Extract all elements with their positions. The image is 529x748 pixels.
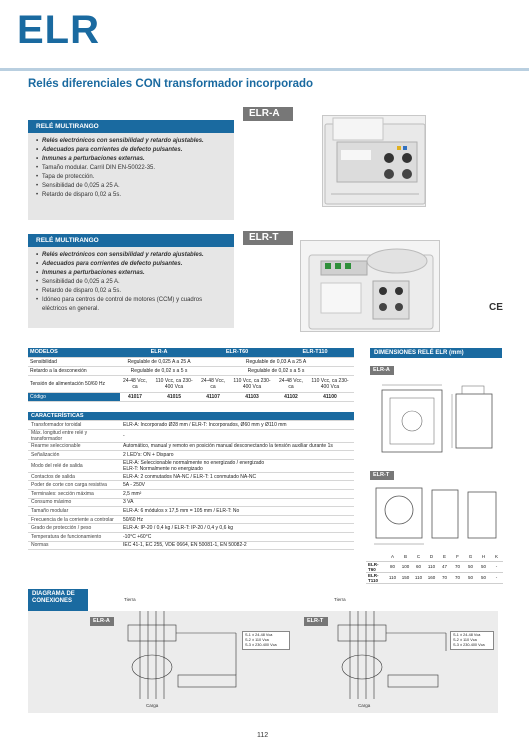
table-row bbox=[28, 498, 354, 507]
legend-line: S-2 ± 110 Vca bbox=[245, 638, 269, 642]
table-row bbox=[28, 472, 354, 481]
legend-line: S-3 ± 230-400 Vca bbox=[453, 643, 485, 647]
table-cell: Automático, manual y remoto en posición manual desconectando la tensión auxiliar durante 1s bbox=[120, 442, 354, 451]
panel-t-heading: RELÉ MULTIRANGO bbox=[28, 234, 234, 247]
table-cell: 150 bbox=[399, 572, 412, 583]
row-label: Rearme seleccionable bbox=[28, 442, 120, 451]
row-label: Poder de corte con carga resistiva bbox=[28, 481, 120, 490]
table-header-cell: K bbox=[490, 553, 503, 561]
table-row bbox=[28, 392, 354, 401]
row-label: Normas bbox=[28, 541, 120, 550]
code-cell: 41103 bbox=[228, 392, 276, 401]
dimensions-tag-elr-a: ELR-A bbox=[370, 366, 394, 375]
legend-elr-t bbox=[450, 631, 494, 650]
table-cell: 50 bbox=[477, 561, 490, 572]
table-header-row bbox=[28, 412, 354, 421]
page-subtitle: Relés diferenciales CON transformador incorporado bbox=[28, 78, 314, 90]
table-cell: 70 bbox=[438, 572, 451, 583]
table-cell: 70 bbox=[451, 572, 464, 583]
list-item: • Relés electrónicos con sensibilidad y retardo ajustables. bbox=[36, 251, 228, 260]
panel-elr-a bbox=[28, 120, 234, 220]
elr-t-dimension-drawing bbox=[370, 482, 504, 548]
table-cell: 50 bbox=[464, 561, 477, 572]
table-cell: 110 bbox=[425, 561, 438, 572]
table-header-cell: B bbox=[399, 553, 412, 561]
model-tag-elr-t: ELR-T bbox=[243, 231, 293, 245]
table-cell: 24-48 Vcc, ca bbox=[276, 375, 306, 392]
row-label: Tamaño modular bbox=[28, 507, 120, 516]
table-cell: IEC 41-1, EC 255, VDE 0664, EN 50081-1, EN 50082-2 bbox=[120, 541, 354, 550]
table-header-cell: C bbox=[412, 553, 425, 561]
code-cell: 41102 bbox=[276, 392, 306, 401]
table-cell: 160 bbox=[425, 572, 438, 583]
table-cell: Regulable de 0,025 A a 25 A bbox=[120, 357, 198, 366]
table-row bbox=[28, 442, 354, 451]
table-cell: 110 Vcc, ca 230-400 Vca bbox=[228, 375, 276, 392]
row-label: Temperatura de funcionamiento bbox=[28, 533, 120, 542]
table-cell: ELR-A: 6 módulos x 17,5 mm = 105 mm / ELR-T: No bbox=[120, 507, 354, 516]
table-row bbox=[28, 533, 354, 542]
legend-line: S-2 ± 110 Vca bbox=[453, 638, 477, 642]
table-row bbox=[28, 481, 354, 490]
list-item: • Tapa de protección. bbox=[36, 173, 228, 182]
wiring-diagrams bbox=[28, 611, 498, 713]
ce-mark: CE bbox=[489, 302, 503, 313]
list-item: • Tamaño modular. Carril DIN EN-50022-35. bbox=[36, 164, 228, 173]
table-row bbox=[28, 507, 354, 516]
table-header-row bbox=[28, 348, 354, 357]
row-label: Modo del relé de salida bbox=[28, 459, 120, 472]
diagram-tag-elr-t: ELR-T bbox=[304, 617, 328, 626]
table-cell: Regulable de 0,02 s a 5 s bbox=[198, 366, 354, 375]
dimensions-table bbox=[366, 553, 503, 584]
row-label: Contactos de salida bbox=[28, 472, 120, 481]
table-cell: 2,5 mm² bbox=[120, 490, 354, 499]
code-cell: 41100 bbox=[306, 392, 354, 401]
models-table bbox=[28, 348, 354, 402]
elr-a-product-image bbox=[322, 115, 426, 207]
table-cell: 100 bbox=[399, 561, 412, 572]
cell-line: ELR-A: Seleccionable normalmente no energizado / energizado bbox=[123, 459, 265, 466]
table-header-cell bbox=[366, 553, 386, 561]
table-header-cell: ELR-T60 bbox=[198, 348, 276, 357]
table-header-cell: D bbox=[425, 553, 438, 561]
list-item: • Retardo de disparo 0,02 a 5s. bbox=[36, 287, 228, 296]
diagram-tag-elr-a: ELR-A bbox=[90, 617, 114, 626]
table-row bbox=[28, 375, 354, 392]
table-cell: 110 bbox=[386, 572, 399, 583]
table-cell: 50 bbox=[477, 572, 490, 583]
elr-t-product-image bbox=[300, 240, 440, 332]
table-row bbox=[28, 459, 354, 472]
table-cell: 110 bbox=[412, 572, 425, 583]
table-cell: Regulable de 0,02 s a 5 s bbox=[120, 366, 198, 375]
table-cell: 24-48 Vcc, ca bbox=[198, 375, 228, 392]
list-item: • Adecuados para corrientes de defecto pulsantes. bbox=[36, 260, 228, 269]
table-row bbox=[28, 490, 354, 499]
table-cell: - bbox=[490, 561, 503, 572]
characteristics-table bbox=[28, 412, 354, 550]
list-item: • Retardo de disparo 0,02 a 5s. bbox=[36, 191, 228, 200]
table-cell: ELR-T110 bbox=[366, 572, 386, 583]
table-cell: ELR-T60 bbox=[366, 561, 386, 572]
table-row bbox=[28, 451, 354, 460]
table-row bbox=[28, 421, 354, 430]
model-tag-elr-a: ELR-A bbox=[243, 107, 293, 121]
table-cell: 110 Vcc, ca 230-400 Vca bbox=[306, 375, 354, 392]
code-cell: 41015 bbox=[150, 392, 198, 401]
table-header-cell: A bbox=[386, 553, 399, 561]
diagram-label-earth-a: Tierra bbox=[124, 597, 136, 602]
legend-line: S-3 ± 230-400 Vca bbox=[245, 643, 277, 647]
table-header-cell: E bbox=[438, 553, 451, 561]
table-cell: ELR-A: 2 conmutados NA-NC / ELR-T: 1 conmutado NA-NC bbox=[120, 472, 354, 481]
table-cell: ELR-A: IP-20 / 0,4 kg / ELR-T: IP-20 / 0,4 y 0,6 kg bbox=[120, 524, 354, 533]
table-cell: Regulable de 0,03 A a 25 A bbox=[198, 357, 354, 366]
row-label: Terminales: sección máxima bbox=[28, 490, 120, 499]
table-row bbox=[28, 357, 354, 366]
dimensions-tag-elr-t: ELR-T bbox=[370, 471, 394, 480]
table-cell bbox=[120, 459, 354, 472]
table-cell: - bbox=[120, 429, 354, 442]
diagram-heading: DIAGRAMA DE CONEXIONES bbox=[28, 589, 88, 611]
table-header-cell: ELR-T110 bbox=[276, 348, 354, 357]
panel-t-list bbox=[28, 247, 234, 318]
title-divider bbox=[0, 68, 529, 71]
row-label: Retardo a la desconexión bbox=[28, 366, 120, 375]
table-cell: 47 bbox=[438, 561, 451, 572]
table-header-cell: F bbox=[451, 553, 464, 561]
table-cell: 50 bbox=[464, 572, 477, 583]
table-header-cell: H bbox=[477, 553, 490, 561]
table-cell: - bbox=[490, 572, 503, 583]
row-label: Tensión de alimentación 50/60 Hz bbox=[28, 375, 120, 392]
elr-a-dimension-drawing bbox=[376, 380, 504, 460]
row-label: Frecuencia de la corriente a controlar bbox=[28, 515, 120, 524]
panel-a-list bbox=[28, 133, 234, 204]
list-item: • Idóneo para centros de control de motores (CCM) y cuadros eléctricos en general. bbox=[36, 296, 228, 314]
table-header-cell: G bbox=[464, 553, 477, 561]
legend-elr-a bbox=[242, 631, 290, 650]
table-cell: 3 VA bbox=[120, 498, 354, 507]
list-item: • Relés electrónicos con sensibilidad y retardo ajustables. bbox=[36, 137, 228, 146]
table-cell: 2 LED's: ON + Disparo bbox=[120, 451, 354, 460]
table-header-cell: MODELOS bbox=[28, 348, 120, 357]
row-label: Código bbox=[28, 392, 120, 401]
list-item: • Inmunes a perturbaciones externas. bbox=[36, 155, 228, 164]
table-cell: 5A - 250V bbox=[120, 481, 354, 490]
table-header-cell: ELR-A bbox=[120, 348, 198, 357]
table-cell: ELR-A: Incorporado Ø28 mm / ELR-T: Incorporados, Ø60 mm y Ø110 mm bbox=[120, 421, 354, 430]
table-cell: 80 bbox=[386, 561, 399, 572]
list-item: • Sensibilidad de 0,025 a 25 A. bbox=[36, 278, 228, 287]
row-label: Señalización bbox=[28, 451, 120, 460]
panel-a-heading: RELÉ MULTIRANGO bbox=[28, 120, 234, 133]
diagram-label-load-t: Carga bbox=[358, 703, 371, 708]
row-label: Grado de protección / peso bbox=[28, 524, 120, 533]
table-cell: 50/60 Hz bbox=[120, 515, 354, 524]
row-label: Sensibilidad bbox=[28, 357, 120, 366]
list-item: • Inmunes a perturbaciones externas. bbox=[36, 269, 228, 278]
table-cell: 24-48 Vcc, ca bbox=[120, 375, 150, 392]
row-label: Máx. longitud entre relé y transformador bbox=[28, 429, 120, 442]
list-item: • Sensibilidad de 0,025 a 25 A. bbox=[36, 182, 228, 191]
table-cell: 60 bbox=[412, 561, 425, 572]
table-row bbox=[28, 366, 354, 375]
table-row bbox=[28, 541, 354, 550]
page-title: ELR bbox=[17, 8, 100, 52]
legend-line: S-1 ± 24-48 Vca bbox=[453, 633, 481, 637]
legend-line: S-1 ± 24-48 Vca bbox=[245, 633, 273, 637]
diagram-label-earth-t: Tierra bbox=[334, 597, 346, 602]
code-cell: 41107 bbox=[198, 392, 228, 401]
panel-elr-t bbox=[28, 234, 234, 328]
code-cell: 41017 bbox=[120, 392, 150, 401]
page-number: 112 bbox=[257, 732, 269, 739]
table-row bbox=[28, 515, 354, 524]
table-row bbox=[366, 572, 503, 583]
row-label: Transformador toroidal bbox=[28, 421, 120, 430]
table-cell: -10°C +60°C bbox=[120, 533, 354, 542]
table-row bbox=[366, 561, 503, 572]
table-row bbox=[28, 429, 354, 442]
table-header-cell: CARACTERÍSTICAS bbox=[28, 412, 354, 421]
table-row bbox=[28, 524, 354, 533]
list-item: • Adecuados para corrientes de defecto pulsantes. bbox=[36, 146, 228, 155]
row-label: Consumo máximo bbox=[28, 498, 120, 507]
diagram-label-load-a: Carga bbox=[146, 703, 159, 708]
dimensions-heading: DIMENSIONES RELÉ ELR (mm) bbox=[370, 348, 502, 358]
table-header-row bbox=[366, 553, 503, 561]
table-cell: 70 bbox=[451, 561, 464, 572]
table-cell: 110 Vcc, ca 230-400 Vca bbox=[150, 375, 198, 392]
cell-line: ELR-T: Normalmente no energizado bbox=[123, 465, 203, 472]
